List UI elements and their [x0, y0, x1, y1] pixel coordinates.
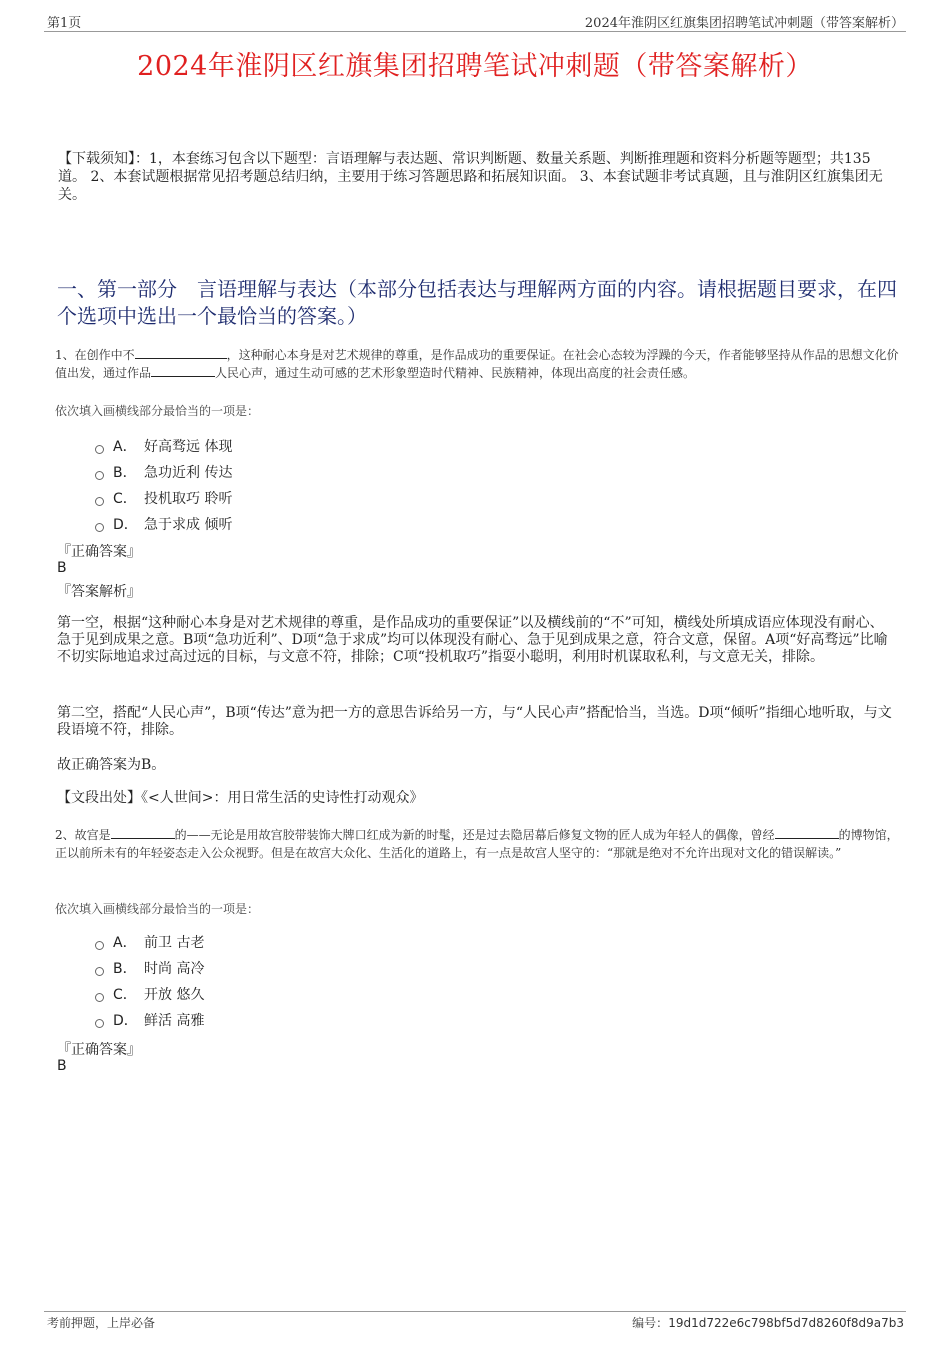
radio-button[interactable] [95, 523, 104, 532]
analysis-label: 『答案解析』 [57, 584, 141, 600]
question-2-options [95, 929, 495, 1033]
question-1-instruction: 依次填入画横线部分最恰当的一项是： [55, 404, 260, 418]
option-text: 好高骛远 体现 [144, 439, 233, 455]
option-d[interactable] [95, 511, 495, 537]
question-1-text [55, 346, 900, 382]
code-label: 编号： [632, 1316, 669, 1330]
radio-button[interactable] [95, 967, 104, 976]
analysis-paragraph-1: 第一空，根据“这种耐心本身是对艺术规律的尊重，是作品成功的重要保证”以及横线前的“不”可知，横线处所填成语应体现没有耐心、急于见到成果之意。B项“急功近利”、D项“急于求成”均可以体现没有耐心、急于见到成果之意，符合文意，保留。A项“好高骛远”比喻不切实际地追求过高过远的目标，与文意不符，排除；C项“投机取巧”指耍小聪明，利用时机谋取私利，与文意无关，排除。 [57, 615, 888, 665]
question-text-part: 1、在创作中不 [55, 348, 135, 362]
passage-source: 【文段出处】《<人世间>：用日常生活的史诗性打动观众》 [57, 790, 424, 806]
option-letter: C． [113, 491, 137, 507]
option-text: 投机取巧 聆听 [144, 491, 233, 507]
radio-button[interactable] [95, 941, 104, 950]
fill-blank [135, 346, 227, 359]
option-c[interactable] [95, 485, 495, 511]
download-notice: 【下载须知】：1，本套练习包含以下题型：言语理解与表达题、常识判断题、数量关系题、判断推理题和资料分析题等题型；共135道。 2、本套试题根据常见招考题总结归纳，主要用于练习答题思路和拓展知识面。 3、本套试题非考试真题，且与淮阴区红旗集团无关。 [58, 151, 883, 203]
footer-slogan: 考前押题，上岸必备 [47, 1316, 156, 1330]
question-1-options [95, 433, 495, 537]
header-divider [44, 31, 906, 32]
radio-button[interactable] [95, 1019, 104, 1028]
option-letter: A． [113, 439, 137, 455]
question-2-text [55, 826, 900, 862]
correct-answer-label: 『正确答案』 [57, 544, 141, 560]
page-number: 第1页 [47, 16, 82, 31]
radio-button[interactable] [95, 993, 104, 1002]
option-letter: B． [113, 465, 137, 481]
option-b[interactable] [95, 955, 495, 981]
option-a[interactable] [95, 433, 495, 459]
question-text-part: 的——无论是用故宫胶带装饰大牌口红成为新的时髦，还是过去隐居幕后修复文物的匠人成为年轻人的偶像，曾经 [174, 828, 775, 842]
option-text: 前卫 古老 [144, 935, 205, 951]
correct-answer-value: B [57, 1058, 67, 1074]
document-title: 2024年淮阴区红旗集团招聘笔试冲刺题（带答案解析） [137, 51, 813, 82]
option-letter: C． [113, 987, 137, 1003]
option-text: 急功近利 传达 [144, 465, 233, 481]
question-text-part: ，这种耐心本身是对艺术规律的尊重，是作品成功的重要保证。在社会心态较为浮躁的今天，作者能够坚持从作品的思想文化价值出发，通过作品 [55, 348, 899, 380]
option-letter: D． [113, 1013, 138, 1029]
footer-code [632, 1314, 904, 1331]
radio-button[interactable] [95, 445, 104, 454]
fill-blank [151, 364, 215, 377]
option-text: 开放 悠久 [144, 987, 205, 1003]
option-letter: B． [113, 961, 137, 977]
option-text: 鲜活 高雅 [144, 1013, 205, 1029]
option-c[interactable] [95, 981, 495, 1007]
question-text-part: 人民心声，通过生动可感的艺术形象塑造时代精神、民族精神，体现出高度的社会责任感。 [215, 366, 696, 380]
radio-button[interactable] [95, 497, 104, 506]
option-d[interactable] [95, 1007, 495, 1033]
question-2-instruction: 依次填入画横线部分最恰当的一项是： [55, 902, 260, 916]
analysis-conclusion: 故正确答案为B。 [57, 757, 166, 773]
correct-answer-label: 『正确答案』 [57, 1042, 141, 1058]
question-text-part: 的博物馆，正以前所未有的年轻姿态走入公众视野。但是在故宫大众化、生活化的道路上，有一点是故宫人坚守的：“那就是绝对不允许出现对文化的错误解读。” [55, 828, 899, 860]
code-value: 19d1d722e6c798bf5d7d8260f8d9a7b3 [668, 1316, 904, 1330]
option-a[interactable] [95, 929, 495, 955]
option-text: 急于求成 倾听 [144, 517, 233, 533]
fill-blank [111, 826, 175, 839]
correct-answer-value: B [57, 560, 67, 576]
option-b[interactable] [95, 459, 495, 485]
footer-divider [44, 1311, 906, 1312]
option-letter: D． [113, 517, 138, 533]
question-text-part: 2、故宫是 [55, 828, 111, 842]
header-doc-title: 2024年淮阴区红旗集团招聘笔试冲刺题（带答案解析） [584, 16, 904, 31]
radio-button[interactable] [95, 471, 104, 480]
section-title: 一、第一部分 言语理解与表达（本部分包括表达与理解两方面的内容。请根据题目要求，在四个选项中选出一个最恰当的答案。） [57, 277, 897, 328]
option-letter: A． [113, 935, 137, 951]
fill-blank [775, 826, 839, 839]
analysis-paragraph-2: 第二空，搭配“人民心声”，B项“传达”意为把一方的意思告诉给另一方，与“人民心声”搭配恰当，当选。D项“倾听”指细心地听取，与文段语境不符，排除。 [57, 705, 892, 738]
option-text: 时尚 高冷 [144, 961, 205, 977]
